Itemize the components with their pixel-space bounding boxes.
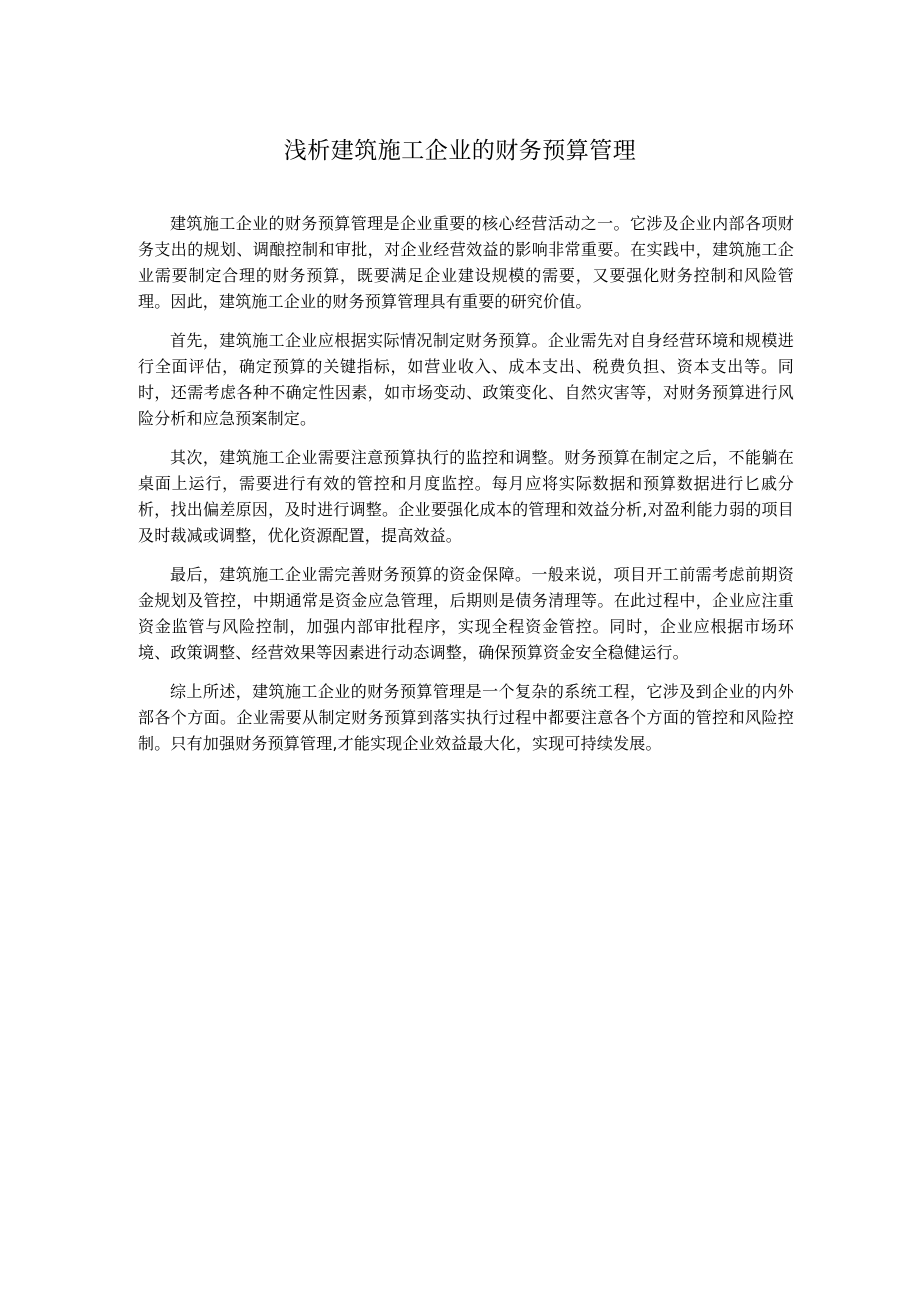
paragraph-intro: 建筑施工企业的财务预算管理是企业重要的核心经营活动之一。它涉及企业内部各项财务支出的规划、调酿控制和审批，对企业经营效益的影响非常重要。在实践中，建筑施工企业需要制定合理的财务预算，既要满足企业建设规模的需要，又要强化财务控制和风险管理。因此，建筑施工企业的财务预算管理具有重要的研究价值。 bbox=[138, 214, 794, 311]
document-body bbox=[138, 211, 794, 770]
paragraph-first: 首先，建筑施工企业应根据实际情况制定财务预算。企业需先对自身经营环境和规模进行全面评估，确定预算的关键指标，如营业收入、成本支出、税费负担、资本支出等。同时，还需考虑各种不确定性因素，如市场变动、政策变化、自然灾害等，对财务预算进行风险分析和应急预案制定。 bbox=[138, 331, 794, 428]
paragraph-second: 其次，建筑施工企业需要注意预算执行的监控和调整。财务预算在制定之后，不能躺在桌面上运行，需要进行有效的管控和月度监控。每月应将实际数据和预算数据进行匕戚分析，找出偏差原因，及时进行调整。企业要强化成本的管理和效益分析,对盈利能力弱的项目及时裁减或调整，优化资源配置，提高效益。 bbox=[138, 448, 794, 545]
document-title: 浅析建筑施工企业的财务预算管理 bbox=[283, 138, 637, 164]
paragraph-conclusion: 综上所述，建筑施工企业的财务预算管理是一个复杂的系统工程，它涉及到企业的内外部各个方面。企业需要从制定财务预算到落实执行过程中都要注意各个方面的管控和风险控制。只有加强财务预算管理,才能实现企业效益最大化，实现可持续发展。 bbox=[138, 682, 794, 753]
paragraph-last: 最后，建筑施工企业需完善财务预算的资金保障。一般来说，项目开工前需考虑前期资金规划及管控，中期通常是资金应急管理，后期则是债务清理等。在此过程中，企业应注重资金监管与风险控制，加强内部审批程序，实现全程资金管控。同时，企业应根据市场环境、政策调整、经营效果等因素进行动态调整，确保预算资金安全稳健运行。 bbox=[138, 565, 794, 662]
